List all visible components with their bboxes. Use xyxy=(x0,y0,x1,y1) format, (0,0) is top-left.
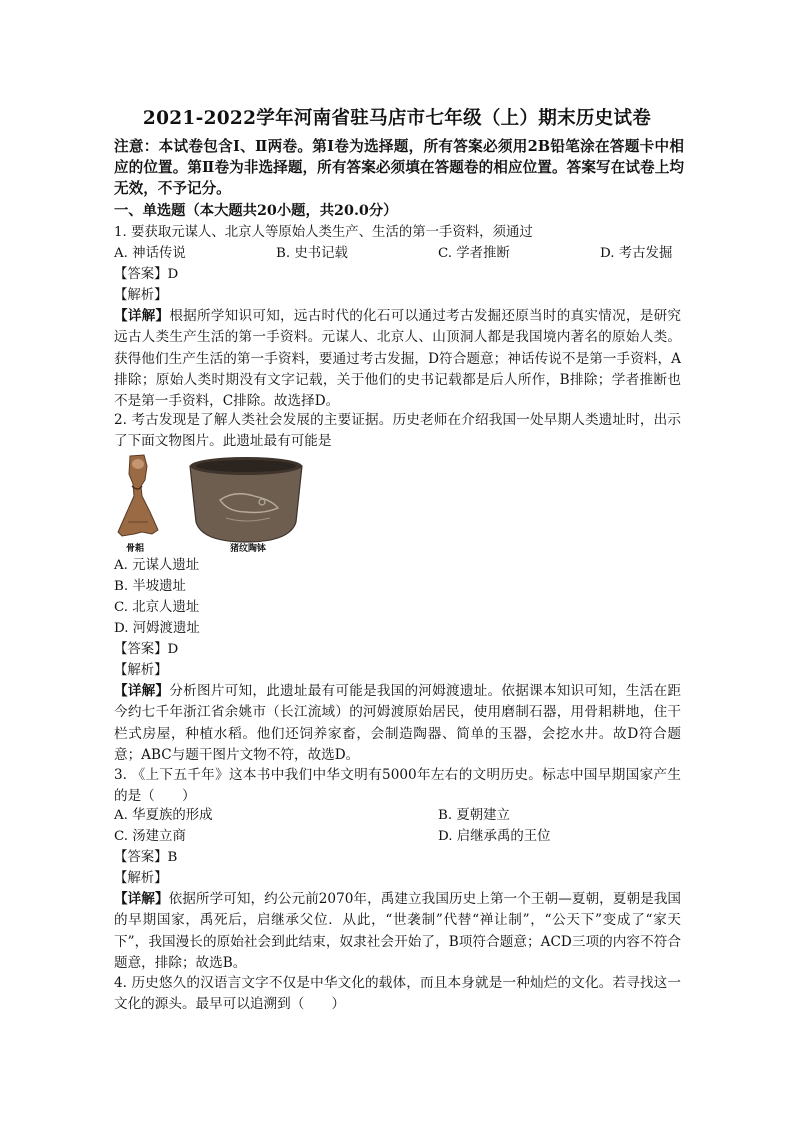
q1-analysis-label: 【解析】 xyxy=(114,288,168,303)
q2-option-b: B. 半坡遗址 xyxy=(114,579,186,594)
question-3-stem: 3. 《上下五千年》这本书中我们中华文明有5000年左右的文明历史。标志中国早期国家产生的是（ ） xyxy=(114,767,681,805)
question-4-stem: 4. 历史悠久的汉语言文字不仅是中华文化的载体，而且本身就是一种灿烂的文化。若寻找这一文化的源头。最早可以追溯到（ ） xyxy=(114,975,681,1013)
q2-detail xyxy=(114,681,681,766)
q3-analysis-label: 【解析】 xyxy=(114,871,168,886)
bone-spade-image xyxy=(118,455,158,536)
section-heading: 一、单选题（本大题共20小题，共20.0分） xyxy=(114,203,398,219)
q2-detail-text: 分析图片可知，此遗址最有可能是我国的河姆渡遗址。依据课本知识可知，生活在距今约七千年浙江省余姚市（长江流域）的河姆渡原始居民，使用磨制石器，用骨耜耕地，住干栏式房屋，种植水稻。他们还饲养家畜，会制造陶器、简单的玉器，会挖水井。故D符合题意；ABC与题干图片文物不符，故选D。 xyxy=(114,683,682,763)
caption-pottery-bowl: 猪纹陶钵 xyxy=(230,544,267,554)
q2-option-a: A. 元谋人遗址 xyxy=(114,558,200,573)
q1-option-c: C. 学者推断 xyxy=(438,246,510,261)
q1-option-a: A. 神话传说 xyxy=(114,246,186,261)
q3-option-b: B. 夏朝建立 xyxy=(438,808,510,823)
q3-option-a: A. 华夏族的形成 xyxy=(114,808,213,823)
q1-option-b: B. 史书记载 xyxy=(276,246,348,261)
q3-detail xyxy=(114,889,681,974)
caption-bone-spade: 骨耜 xyxy=(126,544,145,554)
q1-option-d: D. 考古发掘 xyxy=(600,246,673,261)
page-title: 2021-2022学年河南省驻马店市七年级（上）期末历史试卷 xyxy=(142,108,652,129)
q2-artifact-figure xyxy=(114,452,314,556)
q1-answer: 【答案】D xyxy=(114,267,179,282)
q2-option-c: C. 北京人遗址 xyxy=(114,600,200,615)
q2-option-d: D. 河姆渡遗址 xyxy=(114,621,200,636)
q3-option-c: C. 汤建立商 xyxy=(114,829,186,844)
q1-detail-tag: 【详解】 xyxy=(114,308,170,324)
q1-detail-text: 根据所学知识可知，远古时代的化石可以通过考古发掘还原当时的真实情况，是研究远古人类生产生活的第一手资料。元谋人、北京人、山顶洞人都是我国境内著名的原始人类。获得他们生产生活的第一手资料，要通过考古发掘，D符合题意；神话传说不是第一手资料，A排除；原始人类时期没有文字记载，关于他们的史书记载都是后人所作，B排除；学者推断也不是第一手资料，C排除。故选择D。 xyxy=(114,308,682,410)
q1-detail xyxy=(114,306,681,412)
pottery-bowl-image xyxy=(190,457,302,542)
question-2-stem: 2. 考古发现是了解人类社会发展的主要证据。历史老师在介绍我国一处早期人类遗址时，出示了下面文物图片。此遗址最有可能是 xyxy=(114,412,681,450)
q3-detail-tag: 【详解】 xyxy=(114,891,169,907)
q3-option-d: D. 启继承禹的王位 xyxy=(438,829,551,844)
exam-notice: 注意：本试卷包含Ⅰ、Ⅱ两卷。第Ⅰ卷为选择题，所有答案必须用2B铅笔涂在答题卡中相应的位置。第Ⅱ卷为非选择题，所有答案必须填在答题卷的相应位置。答案写在试卷上均无效，不予记分。 xyxy=(114,138,684,197)
q2-answer: 【答案】D xyxy=(114,642,179,657)
q2-detail-tag: 【详解】 xyxy=(114,683,170,699)
q3-answer: 【答案】B xyxy=(114,850,178,865)
q3-detail-text: 依据所学可知，约公元前2070年，禹建立我国历史上第一个王朝—夏朝，夏朝是我国的早期国家，禹死后，启继承父位．从此，“世袭制”代替“禅让制”，“公天下”变成了“家天下”，我国漫长的原始社会到此结束，奴隶社会开始了，B项符合题意；ACD三项的内容不符合题意，排除；故选B。 xyxy=(114,891,682,971)
question-1-stem: 1. 要获取元谋人、北京人等原始人类生产、生活的第一手资料，须通过 xyxy=(114,225,533,240)
q2-analysis-label: 【解析】 xyxy=(114,663,168,678)
